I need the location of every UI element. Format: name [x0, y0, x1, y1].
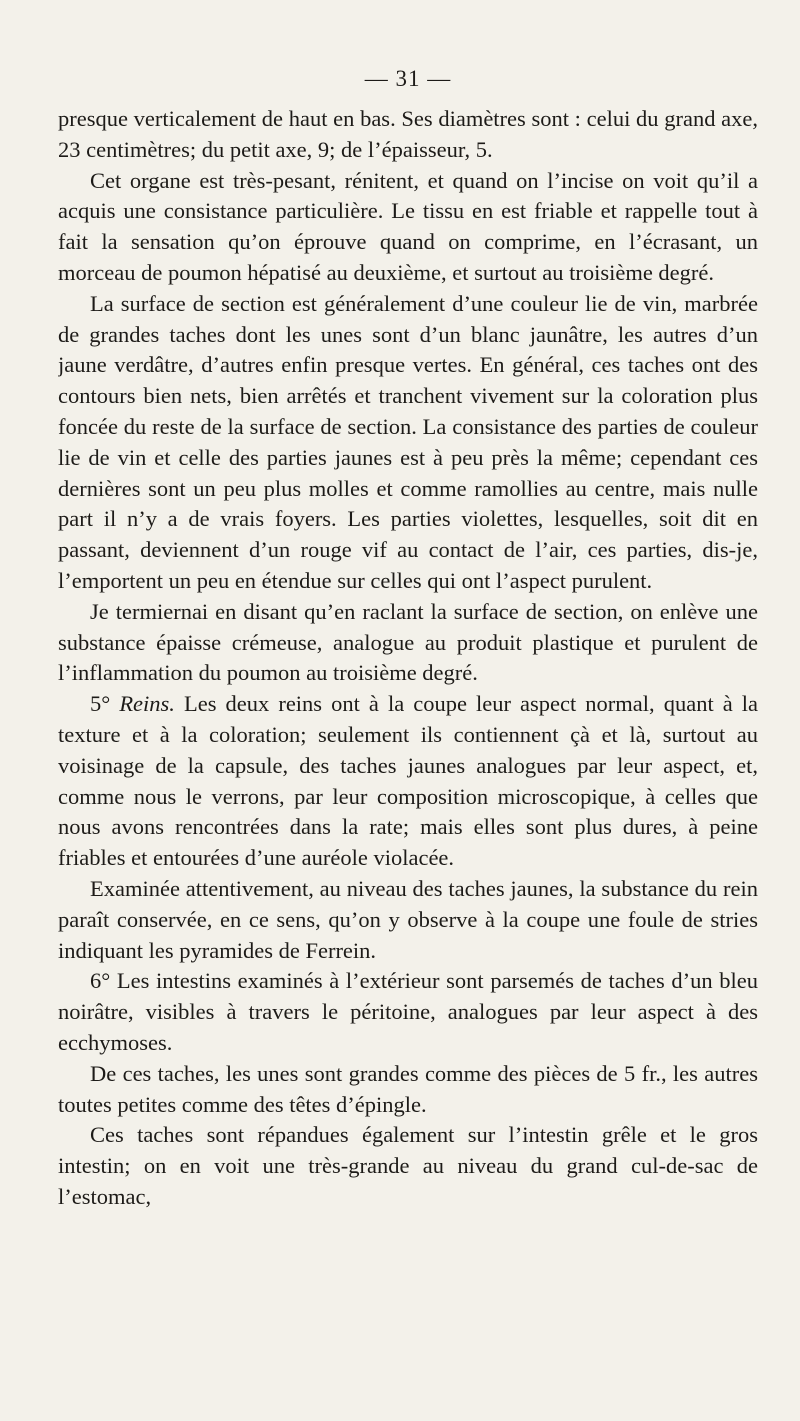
paragraph-7: 6° Les intestins examinés à l’extérieur sont parsemés de taches d’un bleu noirâtre, visibles à travers le péritoine, analogues par leur aspect à des ecchymoses. — [58, 968, 758, 1055]
paragraph-2: Cet organe est très-pesant, rénitent, et quand on l’incise on voit qu’il a acquis une consistance particulière. Le tissu en est friable et rappelle tout à fait la sensation qu’on éprouve quand on comprime, en l’écrasant, un morceau de poumon hépatisé au deuxième, et surtout au troisième degré. — [58, 167, 758, 285]
paragraph-3: La surface de section est généralement d’une couleur lie de vin, marbrée de grandes taches dont les unes sont d’un blanc jaunâtre, les autres d’un jaune verdâtre, d’autres enfin presque vertes. En général, ces taches ont des contours bien nets, bien arrêtés et tranchent vivement sur la coloration plus foncée du reste de la surface de section. La consistance des parties de couleur lie de vin et celle des parties jaunes est à peu près la même; cependant ces dernières sont un peu plus molles et comme ramollies au centre, mais nulle part il n’y a de vrais foyers. Les parties violettes, lesquelles, soit dit en passant, deviennent d’un rouge vif au contact de l’air, ces parties, dis-je, l’emportent un peu en étendue sur celles qui ont l’aspect purulent. — [58, 290, 758, 593]
paragraph-1: presque verticalement de haut en bas. Ses diamètres sont : celui du grand axe, 23 centimètres; du petit axe, 9; de l’épaisseur, 5. — [58, 106, 758, 162]
paragraph-4: Je termiernai en disant qu’en raclant la surface de section, on enlève une substance épaisse crémeuse, analogue au produit plastique et purulent de l’inflammation du poumon au troisième degré. — [58, 598, 758, 686]
document-page — [58, 66, 758, 1396]
paragraph-6: Examinée attentivement, au niveau des taches jaunes, la substance du rein paraît conservée, en ce sens, qu’on y observe à la coupe une foule de stries indiquant les pyramides de Ferrein. — [58, 875, 758, 963]
page-number: — 31 — — [364, 66, 452, 91]
paragraph-9: Ces taches sont répandues également sur l’intestin grêle et le gros intestin; on en voit une très-grande au niveau du grand cul-de-sac de l’estomac, — [58, 1122, 758, 1209]
section-title: Reins. — [119, 691, 175, 717]
paragraph-5 — [58, 689, 758, 874]
paragraph-5-text: Les deux reins ont à la coupe leur aspect normal, quant à la texture et à la coloration; seulement ils contiennent çà et là, surtout au voisinage de la capsule, des taches jaunes analogues par leur aspect, et, comme nous le verrons, par leur composition microscopique, à celles que nous avons rencontrées dans la rate; mais elles sont plus dures, à peine friables et entourées d’une auréole violacée. — [58, 691, 758, 871]
paragraph-8: De ces taches, les unes sont grandes comme des pièces de 5 fr., les autres toutes petites comme des têtes d’épingle. — [58, 1060, 758, 1117]
body-text — [58, 104, 758, 1213]
section-number: 5° — [90, 691, 111, 717]
